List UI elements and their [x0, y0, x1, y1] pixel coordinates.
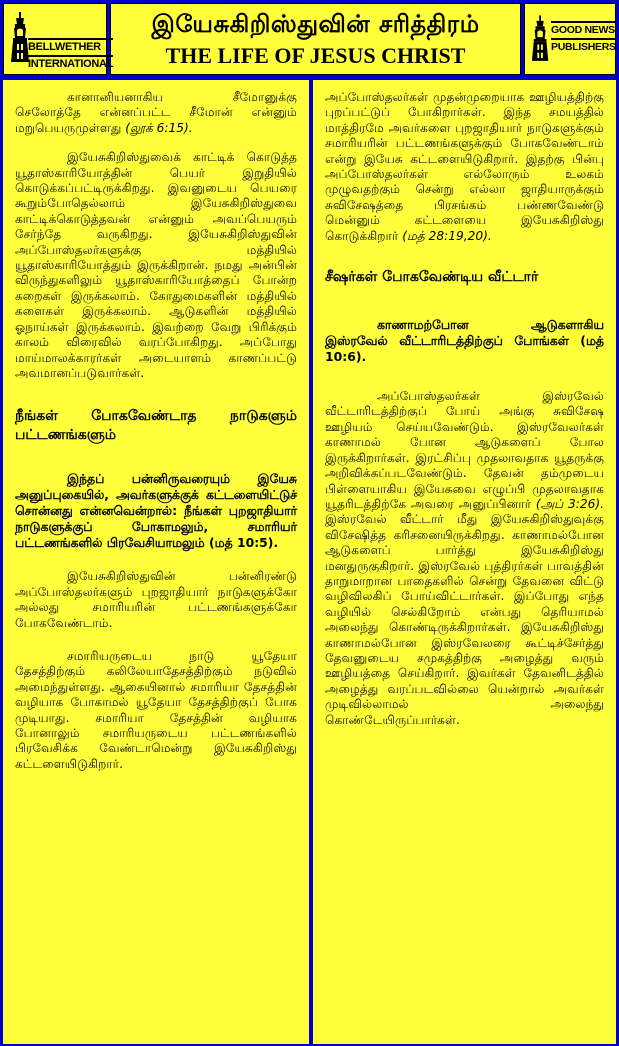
- paragraph: சமாரியருடைய நாடு யூதேயா தேசத்திற்கும் கலிலேயாதேசத்திற்கும் நடுவில் அமைந்துள்ளது. ஆகையினால் சமாரியா தேசத்தின் வழியாக போகாமல் யூதேயா தேசத்திற்குப் போக முடியாது. சமாரியா தேசத்தின் வழியாக போனாலும் சமாரியருடைய பட்டணங்களில் பிரவேசிக்க வேண்டாமென்று இயேசுகிறிஸ்து கட்டளையிடுகிறார்.: [15, 648, 297, 771]
- section-heading: சீஷர்கள் போகவேண்டிய வீட்டார்: [325, 269, 539, 286]
- title-english: THE LIFE OF JESUS CHRIST: [165, 42, 466, 68]
- scripture-quote: இந்தப் பன்னிருவரையும் இயேசு அனுப்புகையில், அவர்களுக்குக் கட்டளையிட்டுச் சொன்னது என்னவென்றால்: நீங்கள் புறஜாதியார் நாடுகளுக்குப் போகாமலும், சமாரியர் பட்டணங்களில் பிரவேசியாமலும் (மத் 10:5).: [15, 471, 297, 551]
- paragraph: இயேசுகிறிஸ்துவைக் காட்டிக் கொடுத்த யூதாஸ்காரியோத்தின் பெயர் இறுதியில் கொடுக்கப்பட்டிருக்கிறது. இவனுடைய பெயரை கூறும்போதெல்லாம் இயேசுகிறிஸ்துவை காட்டிக்கொடுத்தவன் என்னும் அவப்பெயரும் சேர்ந்தே வருகிறது. இயேசுகிறிஸ்துவின் அப்போஸ்தலர்களுக்கு மத்தியில் யூதாஸ்காரியோத்தும் இருக்கிறான். நமது அன்பின் விருந்துகளிலும் யூதாஸ்காரியோத்தைப் போன்ற கறைகள் இருக்கலாம். கோதுமைகளின் மத்தியில் களைகள் இருக்கலாம். ஆடுகளின் மத்தியில் ஓநாய்கள் இருக்கலாம். இவற்றை வேறு பிரிக்கும் காலம் விரைவில் வரப்போகிறது. அப்போது மாய்மாலக்காரர்கள் அடையாளம் காணப்பட்டு அவமானப்படுவார்கள்.: [15, 150, 297, 380]
- paragraph: அப்போஸ்தலர்கள் முதன்முறையாக ஊழியத்திற்கு புறப்பட்டுப் போகிறார்கள். இந்த சமயத்தில் மாத்திரமே அவர்களை புறஜாதியார் நாடுகளுக்கும் சமாரியரின் பட்டணங்களுக்கும் போகவேண்டாம் என்று இயேசு கட்டளையிடுகிறார். இதற்கு பின்பு அப்போஸ்தலர்கள் எல்லோரும் உலகம் முழுவதற்கும் சென்று எல்லா ஜாதியாருக்கும் சுவிசேஷத்தை பிரசங்கம் பண்ணவேண்டு மென்னும் கட்டளையை இயேசுகிறிஸ்து கொடுக்கிறார் (மத் 28:19,20).: [325, 90, 604, 243]
- bell-tower-icon: [531, 14, 551, 64]
- title-block: [110, 3, 521, 75]
- logo-line-2: INTERNATIONAL: [28, 55, 113, 71]
- good-news-logo: [524, 3, 616, 75]
- right-column: [313, 80, 616, 1044]
- scripture-reference: (லூக் 6:15).: [125, 120, 193, 135]
- scripture-reference: (அப் 3:26).: [535, 496, 604, 511]
- scripture-quote: காணாமற்போன ஆடுகளாகிய இஸ்ரவேல் வீட்டாரிடத்திற்குப் போங்கள் (மத் 10:6).: [325, 317, 604, 365]
- logo-line-1: GOOD NEWS: [551, 21, 616, 37]
- scripture-reference: (மத் 28:19,20).: [402, 228, 492, 243]
- title-tamil: இயேசுகிறிஸ்துவின் சரித்திரம்: [151, 9, 480, 38]
- bellwether-logo: [3, 3, 114, 75]
- paragraph: கானானியனாகிய சீமோனுக்கு செலோத்தே என்னப்பட்ட சீமோன் என்னும் மறுபெயருமுள்ளது (லூக் 6:15).: [15, 90, 297, 135]
- paragraph: இயேசுகிறிஸ்துவின் பன்னிரண்டு அப்போஸ்தலர்களும் புறஜாதியார் நாடுகளுக்கோ அல்லது சமாரியரின் பட்டணங்களுக்கோ போகவேண்டாம்.: [15, 569, 297, 630]
- section-heading: நீங்கள் போகவேண்டாத நாடுகளும் பட்டணங்களும்: [15, 408, 297, 444]
- paragraph: அப்போஸ்தலர்கள் இஸ்ரவேல் வீட்டாரிடத்திற்குப் போய் அங்கு சுவிசேஷ ஊழியம் செய்யவேண்டும். இஸ்ரவேலர்கள் காணாமல் போன ஆடுகளைப் போல இருக்கிறார்கள். இரட்சிப்பு முதலாவதாக யூதருக்கு அறிவிக்கப்படவேண்டும். தேவன் தம்முடைய பிள்ளையாகிய இயேசுவை எழுப்பி முதலாவதாக யூதரிடத்திற்கே அவரை அனுப்பினார் (அப் 3:26). இஸ்ரவேல் வீட்டார் மீது இயேசுகிறிஸ்துவுக்கு விசேஷித்த கரிசனையிருக்கிறது. காணாமல்போன ஆடுகளைப் பார்த்து இயேசுகிறிஸ்து மனதுருகுகிறார். இஸ்ரவேல் புத்திரர்கள் பாவத்தின் தாறுமாறான பாதைகளில் சென்று தேவனை விட்டு வழிவிலகிப் போய்விட்டார்கள். இப்போது எந்த வழியில் செல்கிறோம் என்பது தெரியாமல் அலைந்து கொண்டிருக்கிறார்கள். இயேசுகிறிஸ்து காணாமல்போன இஸ்ரவேலரை கூட்டிச்சேர்த்து தேவனுடைய சமுகத்திற்கு அழைத்து வரும் ஊழியத்தை செய்கிறார். இவர்கள் தேவனிடத்தில் அழைத்து வரப்படவில்லை யென்றால் அவர்கள் முடிவில்லாமல் அலைந்து கொண்டேயிருப்பார்கள்.: [325, 389, 604, 727]
- left-column: [3, 80, 309, 1044]
- logo-line-1: BELLWETHER: [28, 38, 113, 54]
- header: [3, 3, 616, 75]
- logo-line-2: PUBLISHERS: [551, 38, 616, 54]
